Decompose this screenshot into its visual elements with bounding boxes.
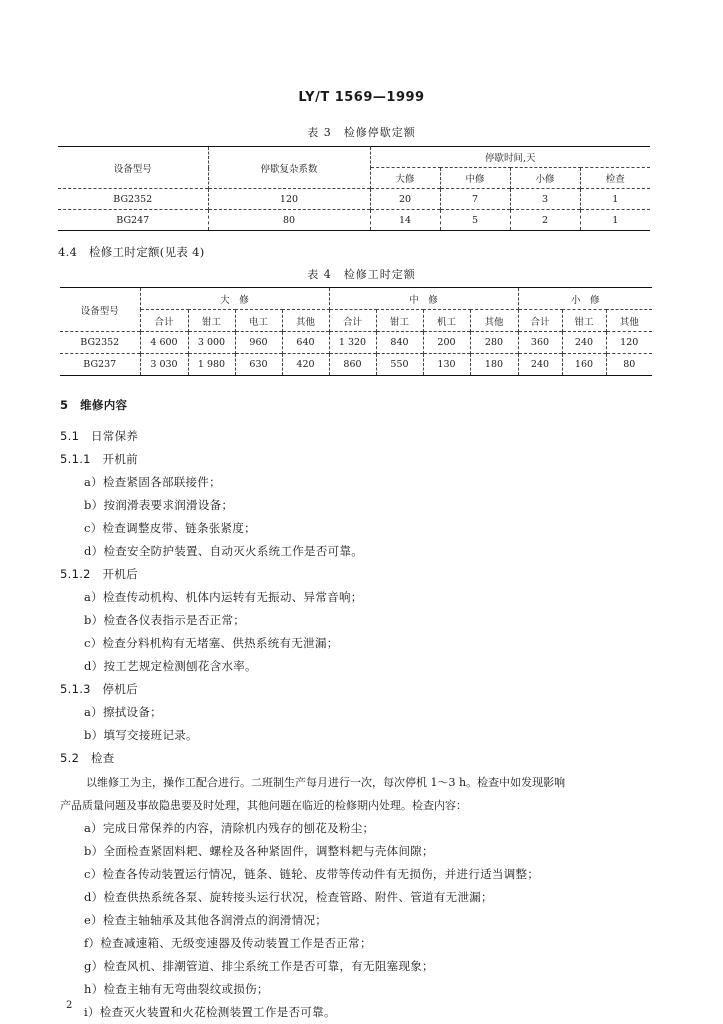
section-4-4: 4.4 检修工时定额(见表 4) [58,245,205,259]
table4-cell: 120 [606,332,652,354]
table3-cell: 1 [580,210,650,231]
section-heading: 5.1.3 停机后 [60,682,138,696]
table4-cell: BG2352 [60,332,140,354]
table3-cell: 3 [510,189,580,210]
list-item: h）检查主轴有无弯曲裂纹或损伤； [84,982,269,996]
section-heading: 5 维修内容 [60,398,128,412]
table3-subheader: 小修 [510,168,580,189]
table4-group-header: 小 修 [518,288,652,310]
table4-header-model: 设备型号 [60,288,140,332]
standard-header: LY/T 1569—1999 [298,90,425,105]
list-item: b）填写交接班记录。 [84,728,198,742]
table3-cell: BG247 [58,210,208,231]
table4-subheader: 合计 [518,310,562,332]
list-item: a）擦拭设备； [84,705,162,719]
table4-cell: 80 [606,354,652,376]
table4-cell: 960 [235,332,282,354]
table3-cell: 1 [580,189,650,210]
table3-cell: 2 [510,210,580,231]
table4-cell: 130 [423,354,470,376]
table4-cell: 180 [470,354,518,376]
list-item: a）检查紧固各部联接件； [84,475,221,489]
section-heading: 5.1.1 开机前 [60,452,138,466]
list-item: i）检查灭火装置和火花检测装置工作是否可靠。 [84,1005,336,1019]
table3-cell: 80 [208,210,370,231]
table4-subheader: 其他 [282,310,329,332]
table3-cell: 5 [440,210,510,231]
table4-cell: 240 [518,354,562,376]
table3-cell: BG2352 [58,189,208,210]
table3-header-group: 停歇时间,天 [370,147,650,168]
table4-cell: 280 [470,332,518,354]
list-item: d）检查安全防护装置、自动灭火系统工作是否可靠。 [84,544,364,558]
list-item: b）全面检查紧固料耙、螺栓及各种紧固件，调整料耙与壳体间隙； [84,844,434,858]
table4-subheader: 机工 [423,310,470,332]
list-item: f）检查减速箱、无级变速器及传动装置工作是否正常； [84,936,372,950]
table4-cell: 360 [518,332,562,354]
table-row [58,189,650,210]
list-item: d）按工艺规定检测刨花含水率。 [84,659,257,673]
section-heading: 5.1.2 开机后 [60,567,138,581]
list-item: a）完成日常保养的内容，清除机内残存的刨花及粉尘； [84,821,375,835]
list-item: b）按润滑表要求润滑设备； [84,498,234,512]
table4-subheader: 合计 [140,310,188,332]
table3-caption: 表 3 检修停歇定额 [307,126,416,139]
table3-cell: 120 [208,189,370,210]
table4-cell: 3 000 [188,332,235,354]
table4-subheader: 合计 [329,310,376,332]
table4-cell: 240 [562,332,606,354]
table3-subheader: 中修 [440,168,510,189]
table4-cell: 200 [423,332,470,354]
table4-cell: 860 [329,354,376,376]
table3-cell: 7 [440,189,510,210]
section-heading: 5.1 日常保养 [60,429,139,443]
list-item: e）检查主轴轴承及其他各润滑点的润滑情况； [84,913,328,927]
table3 [58,146,650,231]
table-row [58,210,650,231]
list-item: g）检查风机、排潮管道、排尘系统工作是否可靠，有无阻塞现象； [84,959,434,973]
paragraph-line: 以维修工为主，操作工配合进行。二班制生产每月进行一次，每次停机 1～3 h。检查中如发现影响 [86,776,566,789]
list-item: c）检查分料机构有无堵塞、供热系统有无泄漏； [84,636,339,650]
table4-subheader: 钳工 [562,310,606,332]
table4-cell: 1 320 [329,332,376,354]
table4-cell: 1 980 [188,354,235,376]
table4-subheader: 电工 [235,310,282,332]
list-item: b）检查各仪表指示是否正常； [84,613,246,627]
table3-cell: 14 [370,210,440,231]
list-item: c）检查调整皮带、链条张紧度； [84,521,256,535]
table3-header-coef: 停歇复杂系数 [208,147,370,189]
table4-group-header: 大 修 [140,288,329,310]
table4-cell: 4 600 [140,332,188,354]
table3-subheader: 大修 [370,168,440,189]
table4-cell: 3 030 [140,354,188,376]
table4-cell: 550 [376,354,423,376]
page-number: 2 [66,1000,73,1011]
table4 [60,287,652,376]
table4-caption: 表 4 检修工时定额 [307,268,416,281]
table4-cell: 160 [562,354,606,376]
list-item: a）检查传动机构、机体内运转有无振动、异常音响； [84,590,363,604]
table4-cell: 420 [282,354,329,376]
section-heading: 5.2 检查 [60,751,115,765]
table4-cell: 630 [235,354,282,376]
table3-header-model: 设备型号 [58,147,208,189]
list-item: c）检查各传动装置运行情况，链条、链轮、皮带等传动件有无损伤，并进行适当调整； [84,867,540,881]
table4-subheader: 其他 [470,310,518,332]
table3-subheader: 检查 [605,174,625,185]
table-row [60,332,652,354]
table4-subheader: 其他 [619,316,639,328]
paragraph-line: 产品质量问题及事故隐患要及时处理，其他问题在临近的检修期内处理。检查内容： [60,799,467,812]
list-item: d）检查供热系统各泵、旋转接头运行状况，检查管路、附件、管道有无泄漏； [84,890,493,904]
table4-subheader: 钳工 [188,310,235,332]
table4-cell: 640 [282,332,329,354]
table4-group-header: 中 修 [329,288,518,310]
table4-subheader: 钳工 [376,310,423,332]
table3-cell: 20 [370,189,440,210]
table4-cell: 840 [376,332,423,354]
table-row [60,354,652,376]
table4-cell: BG237 [60,354,140,376]
